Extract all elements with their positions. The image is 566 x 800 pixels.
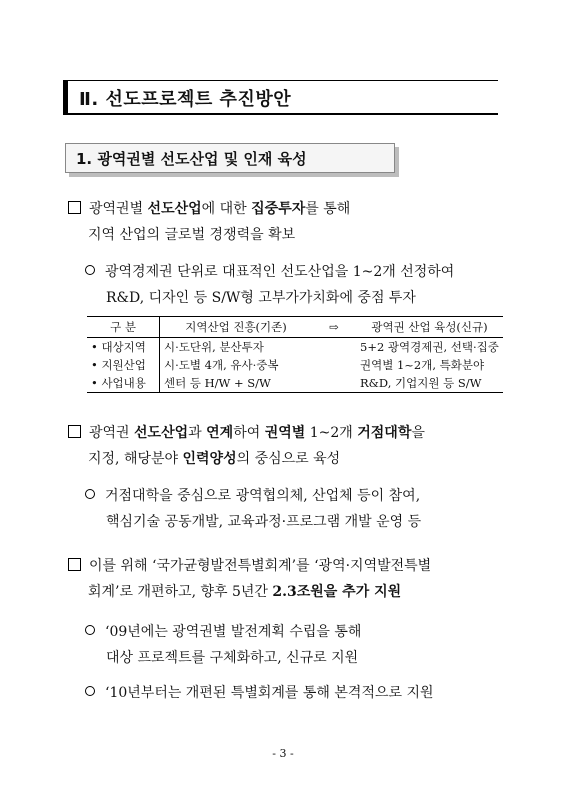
bold-text: 거점대학 [357,425,412,441]
table-cell: • 대상지역 [87,338,160,357]
text: ‘10년부터는 개편된 특별회계를 통해 본격적으로 지원 [105,685,434,701]
table-row [87,356,503,374]
paragraph-2-sub-line-1 [85,483,420,509]
subsection-header [65,143,395,173]
table-cell [312,374,356,393]
paragraph-3-line-1 [68,553,431,579]
subsection-title: 1. 광역권별 선도산업 및 인재 육성 [76,150,307,168]
table-cell: 권역별 1~2개, 특화분야 [360,358,485,372]
bold-text: 집중투자 [251,201,306,217]
text: 광역권 [89,425,135,441]
table-header-row [87,317,503,338]
paragraph-1-line-1 [68,196,350,222]
text: 하여 [233,425,265,441]
bold-text: 선도산업 [147,201,202,217]
table-cell: • 사업내용 [87,374,160,393]
text: 의 중심으로 육성 [236,451,341,467]
paragraph-3-sub1-line-1 [85,619,361,645]
text: 를 통해 [305,201,351,217]
text: 광역권별 [89,201,148,217]
table-header-cell: 광역권 산업 육성(신규) [356,317,503,338]
table-cell: R&D, 기업지원 등 S/W [356,374,503,393]
paragraph-2-line-1 [68,420,425,446]
text: 과 [188,425,207,441]
paragraph-3-sub1-line-2: 대상 프로젝트를 구체화하고, 신규로 지원 [106,650,359,666]
table-cell [312,338,356,357]
paragraph-2-line-2 [88,446,340,472]
paragraph-1-sub-line-1 [85,259,454,285]
comparison-table [87,316,503,393]
table-header-cell: 지역산업 진흥(기존) [160,317,313,338]
table-row [87,374,503,393]
text: ‘09년에는 광역권별 발전계획 수립을 통해 [105,624,362,640]
paragraph-3-line-2 [88,579,401,605]
text: 거점대학을 중심으로 광역협의체, 산업체 등이 참여, [105,488,421,504]
page-number: - 3 - [272,747,294,760]
circle-bullet-icon [85,489,95,499]
bold-text: 연계 [206,425,234,441]
text: 회계’로 개편하고, 향후 5년간 [88,584,273,600]
table-cell: 시·도별 4개, 유사·중복 [164,358,279,372]
circle-bullet-icon [85,625,95,635]
bold-text: 인력양성 [182,451,237,467]
text: 을 [411,425,425,441]
text: 이를 위해 ‘국가균형발전특별회계’를 ‘광역·지역발전특별 [89,558,432,574]
text: 에 대한 [201,201,252,217]
circle-bullet-icon [85,686,95,696]
table-cell: 센터 등 H/W + S/W [160,374,313,393]
text: 광역경제권 단위로 대표적인 선도산업을 1~2개 선정하여 [105,264,455,280]
square-bullet-icon [68,558,81,571]
paragraph-1-sub-line-2: R&D, 디자인 등 S/W형 고부가가치화에 중점 투자 [106,290,416,306]
square-bullet-icon [68,201,81,214]
table-cell: 5+2 광역경제권, 선택·집중 [360,340,499,354]
paragraph-3-sub2-line-1 [85,680,434,706]
paragraph-2-sub-line-2: 핵심기술 공동개발, 교육과정·프로그램 개발 운영 등 [106,514,422,530]
table-header-cell: 구 분 [87,317,160,338]
table-cell [312,356,356,374]
paragraph-1-line-2: 지역 산업의 글로벌 경쟁력을 확보 [88,227,296,243]
text: 지정, 해당분야 [88,451,183,467]
circle-bullet-icon [85,265,95,275]
square-bullet-icon [68,425,81,438]
table-cell: • 지원산업 [87,356,160,374]
bold-text: 선도산업 [134,425,189,441]
table-cell: 시·도단위, 분산투자 [164,340,264,354]
bold-text: 권역별 [264,425,306,441]
section-header [63,80,498,115]
arrow-icon: ⇨ [312,317,356,338]
section-title: Ⅱ. 선도프로젝트 추진방안 [79,89,292,110]
bold-text: 2.3조원을 추가 지원 [272,584,402,600]
text: 1~2개 [305,425,358,441]
table-row [87,338,503,357]
